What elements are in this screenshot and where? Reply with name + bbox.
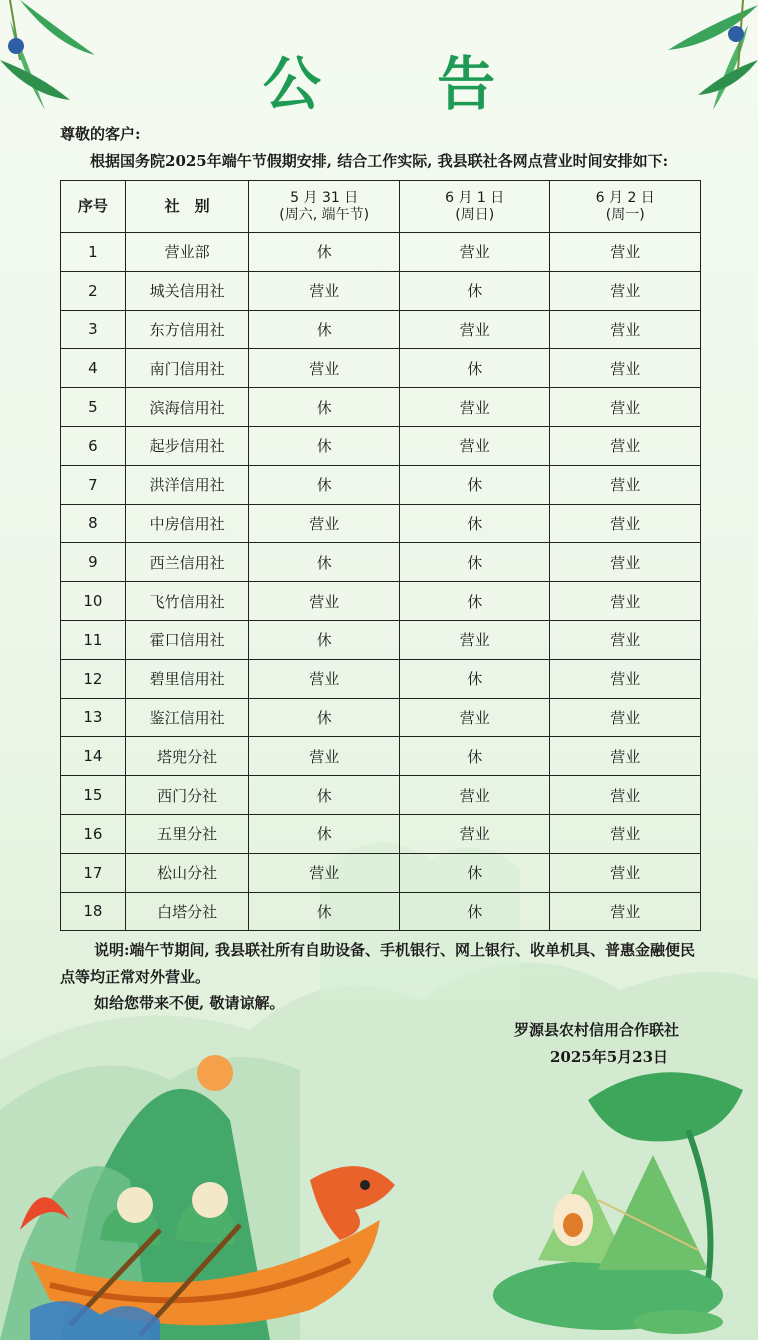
cell-index: 16 [61, 814, 126, 853]
table-row [61, 388, 701, 427]
dragon-boat-illustration [10, 1110, 410, 1340]
cell-jun1: 营业 [399, 426, 550, 465]
cell-may31: 营业 [249, 853, 400, 892]
cell-branch: 城关信用社 [125, 271, 249, 310]
table-row [61, 814, 701, 853]
cell-index: 6 [61, 426, 126, 465]
cell-jun2: 营业 [550, 892, 701, 931]
cell-index: 11 [61, 620, 126, 659]
cell-index: 4 [61, 349, 126, 388]
table-row [61, 582, 701, 621]
table-row [61, 271, 701, 310]
cell-branch: 塔兜分社 [125, 737, 249, 776]
cell-branch: 鉴江信用社 [125, 698, 249, 737]
table-row [61, 737, 701, 776]
table-row [61, 698, 701, 737]
cell-may31: 休 [249, 776, 400, 815]
cell-branch: 松山分社 [125, 853, 249, 892]
cell-jun1: 营业 [399, 776, 550, 815]
cell-may31: 休 [249, 465, 400, 504]
cell-branch: 碧里信用社 [125, 659, 249, 698]
cell-jun2: 营业 [550, 853, 701, 892]
cell-may31: 休 [249, 388, 400, 427]
cell-branch: 霍口信用社 [125, 620, 249, 659]
cell-jun2: 营业 [550, 582, 701, 621]
cell-jun1: 休 [399, 465, 550, 504]
table-row [61, 310, 701, 349]
table-row [61, 853, 701, 892]
signature-date: 2025年5月23日 [550, 1048, 669, 1066]
cell-jun1: 休 [399, 892, 550, 931]
cell-index: 10 [61, 582, 126, 621]
cell-jun2: 营业 [550, 426, 701, 465]
table-row [61, 349, 701, 388]
cell-may31: 营业 [249, 504, 400, 543]
cell-may31: 休 [249, 233, 400, 272]
cell-jun1: 休 [399, 853, 550, 892]
page-title: 公 告 [262, 50, 544, 118]
cell-branch: 南门信用社 [125, 349, 249, 388]
table-row [61, 892, 701, 931]
cell-jun2: 营业 [550, 349, 701, 388]
cell-branch: 洪洋信用社 [125, 465, 249, 504]
header-jun1: 6 月 1 日 (周日) [399, 181, 550, 233]
cell-jun1: 休 [399, 504, 550, 543]
cell-index: 18 [61, 892, 126, 931]
cell-branch: 西兰信用社 [125, 543, 249, 582]
table-row [61, 659, 701, 698]
cell-index: 7 [61, 465, 126, 504]
cell-branch: 滨海信用社 [125, 388, 249, 427]
cell-jun2: 营业 [550, 659, 701, 698]
cell-may31: 休 [249, 426, 400, 465]
header-index: 序号 [61, 181, 126, 233]
table-row [61, 620, 701, 659]
cell-may31: 休 [249, 814, 400, 853]
cell-branch: 营业部 [125, 233, 249, 272]
cell-index: 5 [61, 388, 126, 427]
cell-index: 17 [61, 853, 126, 892]
cell-index: 2 [61, 271, 126, 310]
header-branch: 社 别 [125, 181, 249, 233]
cell-may31: 营业 [249, 349, 400, 388]
cell-may31: 休 [249, 892, 400, 931]
cell-jun2: 营业 [550, 543, 701, 582]
table-row [61, 776, 701, 815]
cell-branch: 白塔分社 [125, 892, 249, 931]
table-row [61, 465, 701, 504]
cell-branch: 飞竹信用社 [125, 582, 249, 621]
table-row [61, 426, 701, 465]
cell-jun1: 营业 [399, 388, 550, 427]
cell-may31: 营业 [249, 659, 400, 698]
apology-text: 如给您带来不便, 敬请谅解。 [94, 994, 285, 1012]
cell-may31: 营业 [249, 737, 400, 776]
cell-jun1: 营业 [399, 310, 550, 349]
cell-index: 14 [61, 737, 126, 776]
cell-branch: 东方信用社 [125, 310, 249, 349]
cell-jun1: 休 [399, 737, 550, 776]
cell-jun2: 营业 [550, 698, 701, 737]
cell-may31: 营业 [249, 271, 400, 310]
cell-jun1: 营业 [399, 698, 550, 737]
cell-index: 12 [61, 659, 126, 698]
cell-jun2: 营业 [550, 233, 701, 272]
cell-branch: 起步信用社 [125, 426, 249, 465]
intro-text: 根据国务院2025年端午节假期安排, 结合工作实际, 我县联社各网点营业时间安排如下: [90, 152, 669, 170]
signature-org: 罗源县农村信用合作联社 [514, 1021, 680, 1039]
cell-may31: 休 [249, 620, 400, 659]
cell-branch: 五里分社 [125, 814, 249, 853]
cell-jun2: 营业 [550, 620, 701, 659]
cell-jun1: 休 [399, 659, 550, 698]
cell-jun1: 营业 [399, 814, 550, 853]
cell-branch: 中房信用社 [125, 504, 249, 543]
cell-index: 8 [61, 504, 126, 543]
cell-jun2: 营业 [550, 271, 701, 310]
cell-index: 1 [61, 233, 126, 272]
cell-may31: 休 [249, 698, 400, 737]
cell-jun2: 营业 [550, 388, 701, 427]
cell-jun1: 营业 [399, 620, 550, 659]
cell-jun1: 休 [399, 543, 550, 582]
cell-index: 13 [61, 698, 126, 737]
table-row [61, 233, 701, 272]
cell-jun2: 营业 [550, 465, 701, 504]
cell-may31: 休 [249, 310, 400, 349]
cell-jun2: 营业 [550, 814, 701, 853]
table-row [61, 504, 701, 543]
cell-jun2: 营业 [550, 737, 701, 776]
greeting: 尊敬的客户: [60, 125, 141, 143]
note-text: 说明:端午节期间, 我县联社所有自助设备、手机银行、网上银行、收单机具、普惠金融便民点等均正常对外营业。 [60, 941, 695, 986]
cell-branch: 西门分社 [125, 776, 249, 815]
cell-jun1: 营业 [399, 233, 550, 272]
cell-index: 3 [61, 310, 126, 349]
cell-index: 15 [61, 776, 126, 815]
cell-jun2: 营业 [550, 310, 701, 349]
schedule-table [60, 180, 701, 931]
table-header-row [61, 181, 701, 233]
cell-may31: 营业 [249, 582, 400, 621]
cell-jun1: 休 [399, 349, 550, 388]
cell-jun1: 休 [399, 582, 550, 621]
cell-may31: 休 [249, 543, 400, 582]
table-row [61, 543, 701, 582]
cell-index: 9 [61, 543, 126, 582]
header-may31: 5 月 31 日 (周六, 端午节) [249, 181, 400, 233]
cell-jun2: 营业 [550, 776, 701, 815]
zongzi-illustration [488, 1060, 758, 1340]
cell-jun2: 营业 [550, 504, 701, 543]
header-jun2: 6 月 2 日 (周一) [550, 181, 701, 233]
cell-jun1: 休 [399, 271, 550, 310]
